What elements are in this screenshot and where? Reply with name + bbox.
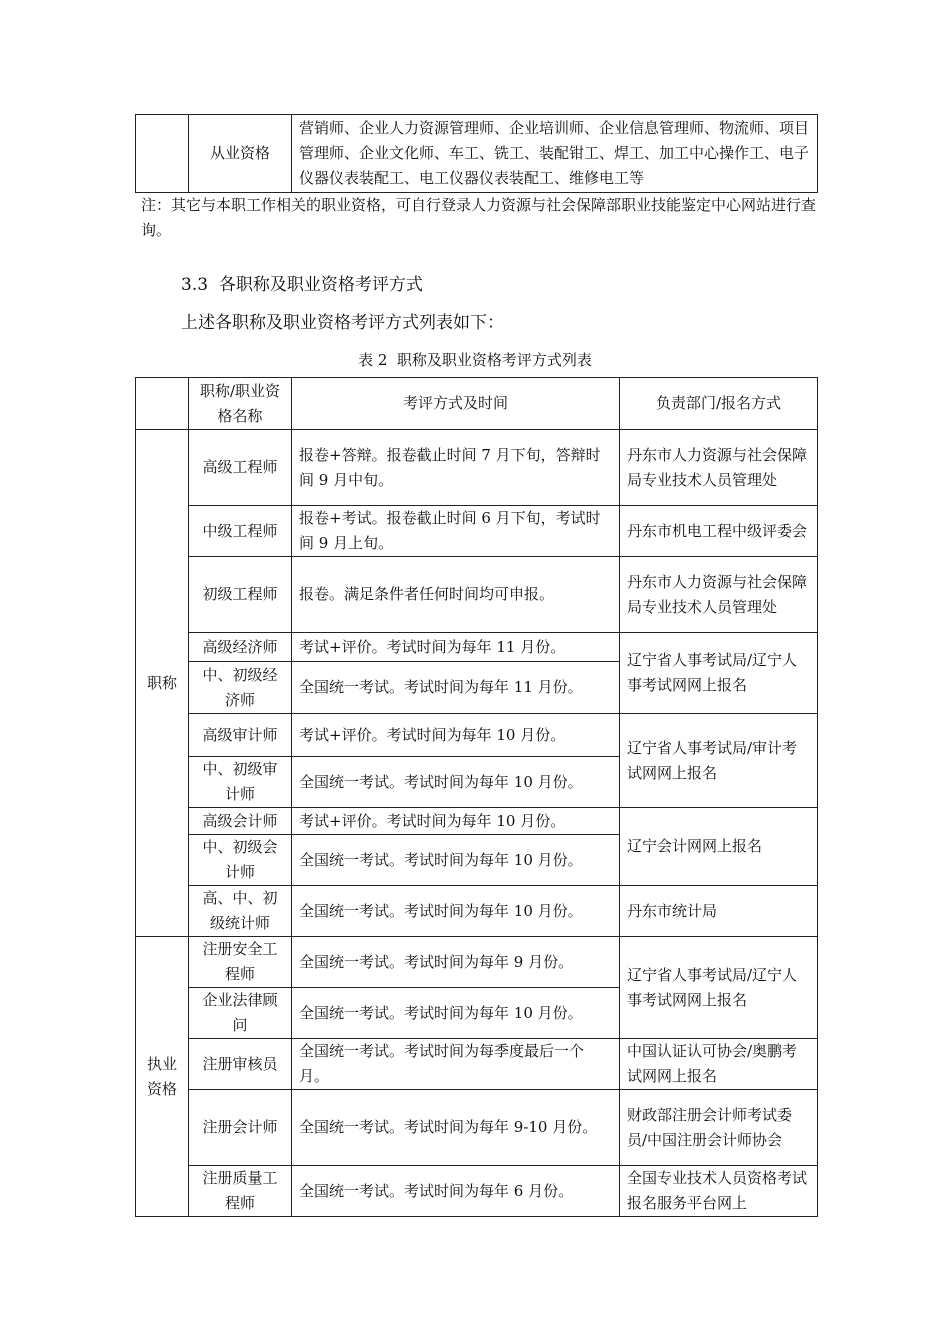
header-name: 职称/职业资格名称	[189, 378, 292, 430]
qualification-table	[135, 114, 818, 193]
cell-name: 注册审核员	[189, 1039, 292, 1090]
table-header-row	[136, 378, 818, 430]
cell-dept: 丹东市人力资源与社会保障局专业技术人员管理处	[620, 557, 818, 633]
assessment-table	[135, 377, 818, 1217]
table-row	[136, 430, 818, 506]
cell-name: 高级经济师	[189, 633, 292, 662]
cell-dept: 辽宁省人事考试局/辽宁人事考试网网上报名	[620, 937, 818, 1039]
cell-name: 高级工程师	[189, 430, 292, 506]
empty-cell	[136, 378, 189, 430]
intro-paragraph: 上述各职称及职业资格考评方式列表如下：	[181, 313, 504, 333]
table-note: 注：其它与本职工作相关的职业资格，可自行登录人力资源与社会保障部职业技能鉴定中心网站进行查询。	[141, 196, 817, 239]
cell-dept: 丹东市人力资源与社会保障局专业技术人员管理处	[620, 430, 818, 506]
group-title: 职称	[136, 430, 189, 937]
cell-name: 企业法律顾问	[189, 988, 292, 1039]
cell-method: 全国统一考试。考试时间为每年 10 月份。	[292, 757, 620, 808]
cell-name: 注册会计师	[189, 1090, 292, 1166]
cell-name: 中级工程师	[189, 506, 292, 557]
cell-dept: 中国认证认可协会/奥鹏考试网网上报名	[620, 1039, 818, 1090]
table-row	[136, 506, 818, 557]
cell-name: 高级会计师	[189, 808, 292, 835]
table-row	[136, 714, 818, 757]
cell-method: 考试+评价。考试时间为每年 11 月份。	[292, 633, 620, 662]
cell-name: 中、初级会计师	[189, 835, 292, 886]
table-row	[136, 1090, 818, 1166]
cell-method: 全国统一考试。考试时间为每年 10 月份。	[292, 886, 620, 937]
cell-method: 全国统一考试。考试时间为每年 10 月份。	[292, 835, 620, 886]
table-row	[136, 115, 818, 193]
cell-dept: 辽宁会计网网上报名	[620, 808, 818, 886]
cell-dept: 辽宁省人事考试局/审计考试网网上报名	[620, 714, 818, 808]
header-method: 考评方式及时间	[292, 378, 620, 430]
cell-name: 高、中、初级统计师	[189, 886, 292, 937]
cell-name: 注册安全工程师	[189, 937, 292, 988]
table-row	[136, 937, 818, 988]
cell-dept: 丹东市统计局	[620, 886, 818, 937]
cell-dept: 丹东市机电工程中级评委会	[620, 506, 818, 557]
cell-method: 考试+评价。考试时间为每年 10 月份。	[292, 714, 620, 757]
table-row	[136, 1166, 818, 1217]
cell-name: 初级工程师	[189, 557, 292, 633]
cell-method: 报卷+答辩。报卷截止时间 7 月下旬，答辩时间 9 月中旬。	[292, 430, 620, 506]
cell-method: 全国统一考试。考试时间为每年 6 月份。	[292, 1166, 620, 1217]
cell-method: 全国统一考试。考试时间为每季度最后一个月。	[292, 1039, 620, 1090]
cell-name: 注册质量工程师	[189, 1166, 292, 1217]
cell-dept: 财政部注册会计师考试委员/中国注册会计师协会	[620, 1090, 818, 1166]
cell-method: 全国统一考试。考试时间为每年 9 月份。	[292, 937, 620, 988]
header-dept: 负责部门/报名方式	[620, 378, 818, 430]
table-row	[136, 557, 818, 633]
qualification-list: 营销师、企业人力资源管理师、企业培训师、企业信息管理师、物流师、项目管理师、企业文化师、车工、铣工、装配钳工、焊工、加工中心操作工、电子仪器仪表装配工、电工仪器仪表装配工、维修电工等	[292, 115, 818, 193]
cell-method: 全国统一考试。考试时间为每年 11 月份。	[292, 662, 620, 714]
cell-dept: 全国专业技术人员资格考试报名服务平台网上	[620, 1166, 818, 1217]
cell-name: 中、初级审计师	[189, 757, 292, 808]
group-practice: 执业资格	[136, 937, 189, 1217]
cell-method: 考试+评价。考试时间为每年 10 月份。	[292, 808, 620, 835]
section-heading: 3.3 各职称及职业资格考评方式	[181, 275, 423, 295]
cell-method: 全国统一考试。考试时间为每年 10 月份。	[292, 988, 620, 1039]
cell-name: 高级审计师	[189, 714, 292, 757]
cell-dept: 辽宁省人事考试局/辽宁人事考试网网上报名	[620, 633, 818, 714]
table-row	[136, 886, 818, 937]
cell-method: 报卷。满足条件者任何时间均可申报。	[292, 557, 620, 633]
table-caption: 表 2 职称及职业资格考评方式列表	[358, 351, 592, 369]
cell-name: 中、初级经济师	[189, 662, 292, 714]
table-row	[136, 1039, 818, 1090]
table-row	[136, 633, 818, 662]
row-label: 从业资格	[189, 115, 292, 193]
cell-method: 全国统一考试。考试时间为每年 9-10 月份。	[292, 1090, 620, 1166]
cell-method: 报卷+考试。报卷截止时间 6 月下旬，考试时间 9 月上旬。	[292, 506, 620, 557]
table-row	[136, 808, 818, 835]
empty-cell	[136, 115, 189, 193]
